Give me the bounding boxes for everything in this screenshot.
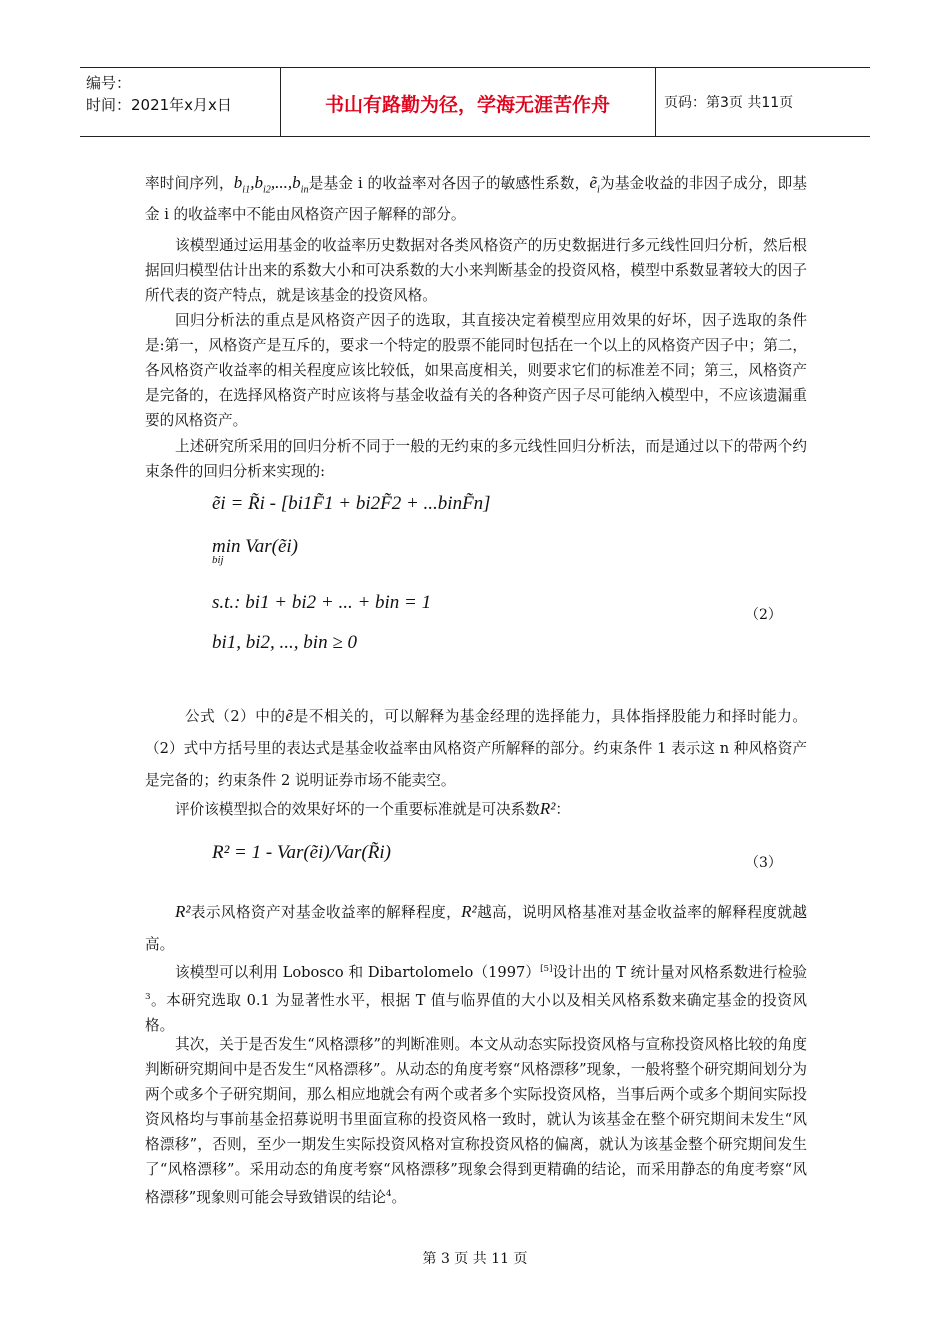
paragraph-8: 该模型可以利用 Lobosco 和 Dibartolomelo（1997）[5]设计出的 T 统计量对风格系数进行检验$^3$。本研究选取 0.1 为显著性水平，根据 T 值与临界值的大小以及相关风格系数来确定基金的投资风格。 — [145, 963, 807, 1034]
r-squared-symbol: R² — [461, 902, 477, 921]
equation-constraint-1: s.t.: bi1 + bi2 + ... + bin = 1 — [212, 592, 432, 613]
header-motto: 书山有路勤为径，学海无涯苦作舟 — [324, 94, 610, 116]
equation-objective: min Var(ẽi) bij — [212, 536, 299, 566]
paragraph-1: 率时间序列，$b_{i1},b_{i2},...,b_{in}$是基金 i 的收益率对各因子的敏感性系数，ẽ$_i$为基金收益的非因子成分，即基金 i 的收益率中不能由风格资产因子解释的部分。 — [145, 173, 807, 224]
r-squared-symbol: R² — [175, 902, 191, 921]
citation-ref: [5] — [540, 964, 553, 974]
page-header — [80, 67, 870, 137]
coef-list: $b_{i1},b_{i2},...,b_{in}$ — [233, 173, 309, 196]
paragraph-5: 公式（2）中的ẽ是不相关的，可以解释为基金经理的选择能力，具体指择股能力和择时能力。（2）式中方括号里的表达式是基金收益率由风格资产所解释的部分。约束条件 1 表示这 n 种风格资产是完备的；约束条件 2 说明证券市场不能卖空。 — [145, 706, 807, 789]
residual-symbol: ẽ$_i$ — [589, 173, 600, 196]
paragraph-4: 上述研究所采用的回归分析不同于一般的无约束的多元线性回归分析法，而是通过以下的带两个约束条件的回归分析来实现的: — [145, 438, 807, 480]
equation-number-2: （2） — [745, 607, 782, 623]
paragraph-6: 评价该模型拟合的效果好坏的一个重要标准就是可决系数R²： — [175, 799, 570, 818]
paragraph-9: 其次，关于是否发生“风格漂移”的判断准则。本文从动态实际投资风格与宣称投资风格比较的角度判断研究期间中是否发生“风格漂移”。从动态的角度考察“风格漂移”现象，一般将整个研究期间划分为两个或多个子研究期间，那么相应地就会有两个或者多个实际投资风格，当事后两个或多个期间实际投资风格均与事前基金招募说明书里面宣称的投资风格一致时，就认为该基金在整个研究期间未发生“风格漂移”，否则，至少一期发生实际投资风格对宣称投资风格的偏离，就认为该基金整个研究期间发生了“风格漂移”。采用动态的角度考察“风格漂移”现象会得到更精确的结论，而采用静态的角度考察“风格漂移”现象则可能会导致错误的结论$^4$。 — [145, 1036, 807, 1206]
paragraph-2: 该模型通过运用基金的收益率历史数据对各类风格资产的历史数据进行多元线性回归分析，然后根据回归模型估计出来的系数大小和可决系数的大小来判断基金的投资风格，模型中系数显著较大的因子所代表的资产特点，就是该基金的投资风格。 — [145, 237, 807, 304]
equation-constraint-2: bi1, bi2, ..., bin ≥ 0 — [212, 632, 358, 653]
equation-number-3: （3） — [745, 855, 782, 871]
objective-subscript: bij — [212, 554, 224, 566]
paragraph-3: 回归分析法的重点是风格资产因子的选取，其直接决定着模型应用效果的好坏，因子选取的条件是:第一，风格资产是互斥的，要求一个特定的股票不能同时包括在一个以上的风格资产因子中；第二，各风格资产收益率的相关程度应该比较低，如果高度相关，则要求它们的标准差不同；第三，风格资产是完备的，在选择风格资产时应该将与基金收益有关的各种资产因子尽可能纳入模型中，不应该遗漏重要的风格资产。 — [145, 312, 807, 429]
header-page-info: 页码：第3页 共11页 — [664, 95, 794, 111]
equation-r-squared: R² = 1 - Var(ẽi)/Var(R̃i) — [212, 842, 391, 863]
footnote-ref: 3 — [145, 991, 151, 1002]
residual-symbol: ẽ — [285, 706, 294, 725]
doc-number-label: 编号： — [86, 74, 132, 92]
equation-residual: ẽi = R̃i - [bi1F̃1 + bi2F̃2 + ...binF̃n] — [212, 493, 491, 514]
paragraph-7: R²表示风格资产对基金收益率的解释程度，R²越高，说明风格基准对基金收益率的解释程度就越高。 — [145, 902, 807, 953]
r-squared-symbol: R² — [539, 799, 556, 818]
header-meta — [86, 72, 232, 116]
footnote-ref: 4 — [385, 1189, 392, 1199]
header-divider — [655, 68, 656, 136]
page-footer: 第 3 页 共 11 页 — [422, 1251, 528, 1267]
doc-date-label: 时间：2021年x月x日 — [86, 96, 232, 114]
